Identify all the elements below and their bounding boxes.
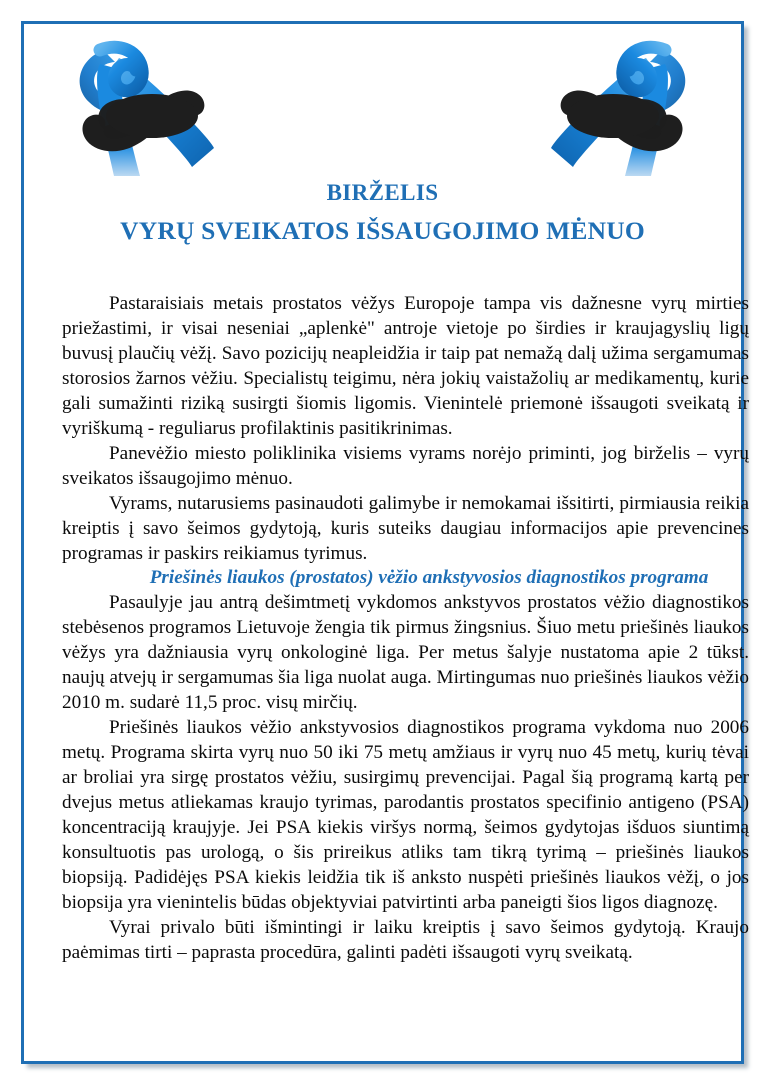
blue-ribbon-mustache-icon bbox=[519, 36, 709, 196]
document-body bbox=[62, 292, 749, 966]
document-header bbox=[24, 24, 741, 256]
paragraph-world-stats: Pasaulyje jau antrą dešimtmetį vykdomos ankstyvos prostatos vėžio diagnostikos stebėsenos programos Lietuvoje žengia tik pirmus žingsnius. Šiuo metu priešinės liaukos vėžys yra dažniausia vyrų onkologinė liga. Per metus šalyje nustatoma apie 2 tūkst. naujų atvejų ir sergamumas šia liga nuolat auga. Mirtingumas nuo priešinės liaukos vėžio 2010 m. sudarė 11,5 proc. visų mirčių. bbox=[62, 592, 749, 714]
title-block bbox=[24, 179, 741, 247]
blue-ribbon-mustache-icon bbox=[56, 36, 246, 196]
section-heading-screening-programme: Priešinės liaukos (prostatos) vėžio ankstyvosios diagnostikos programa bbox=[149, 567, 709, 589]
page-border-frame bbox=[21, 21, 749, 1064]
paragraph-closing: Vyrai privalo būti išmintingi ir laiku kreiptis į savo šeimos gydytoją. Kraujo paėmimas tirti – paprasta procedūra, galinti padėti išsaugoti vyrų sveikatą. bbox=[62, 916, 749, 963]
paragraph-reminder: Panevėžio miesto poliklinika visiems vyrams norėjo priminti, jog birželis – vyrų sveikatos išsaugojimo mėnuo. bbox=[62, 442, 749, 489]
page-title-subtitle: VYRŲ SVEIKATOS IŠSAUGOJIMO MĖNUO bbox=[120, 215, 645, 245]
paragraph-how-to: Vyrams, nutarusiems pasinaudoti galimybe ir nemokamai išsitirti, pirmiausia reikia kreiptis į savo šeimos gydytoją, kuris suteiks daugiau informacijos apie prevencines programas ir paskirs reikiamus tyrimus. bbox=[62, 492, 749, 564]
page-title-month: BIRŽELIS bbox=[326, 180, 439, 205]
paragraph-programme-details: Priešinės liaukos vėžio ankstyvosios diagnostikos programa vykdoma nuo 2006 metų. Programa skirta vyrų nuo 50 iki 75 metų amžiaus ir vyrų nuo 45 metų, kurių tėvai ar broliai yra sirgę prostatos vėžiu, susirgimų prevencijai. Pagal šią programą kartą per dvejus metus atliekamas kraujo tyrimas, parodantis prostatos specifinio antigeno (PSA) koncentraciją kraujyje. Jei PSA kiekis viršys normą, šeimos gydytojas išduos siuntimą konsultuotis pas urologą, o šis prireikus atliks tam tikrą tyrimą – priešinės liaukos biopsiją. Padidėjęs PSA kiekis leidžia tik iš anksto nuspėti priešinės liaukos vėžį, o jos biopsija yra vienintelis būdas objektyviai patvirtinti arba paneigti šios ligos diagnozę. bbox=[62, 717, 749, 913]
paragraph-intro: Pastaraisiais metais prostatos vėžys Europoje tampa vis dažnesne vyrų mirties priežastimi, ir visai neseniai „aplenkė" antroje vietoje po širdies ir kraujagyslių ligų buvusį plaučių vėžį. Savo pozicijų neapleidžia ir taip pat nemažą dalį užima sergamumas storosios žarnos vėžiu. Specialistų teigimu, nėra jokių vaistažolių ar medikamentų, kurie gali sumažinti riziką susirgti šiomis ligomis. Vienintelė priemonė išsaugoti sveikatą ir vyriškumą - reguliarus profilaktinis pasitikrinimas. bbox=[62, 293, 749, 439]
